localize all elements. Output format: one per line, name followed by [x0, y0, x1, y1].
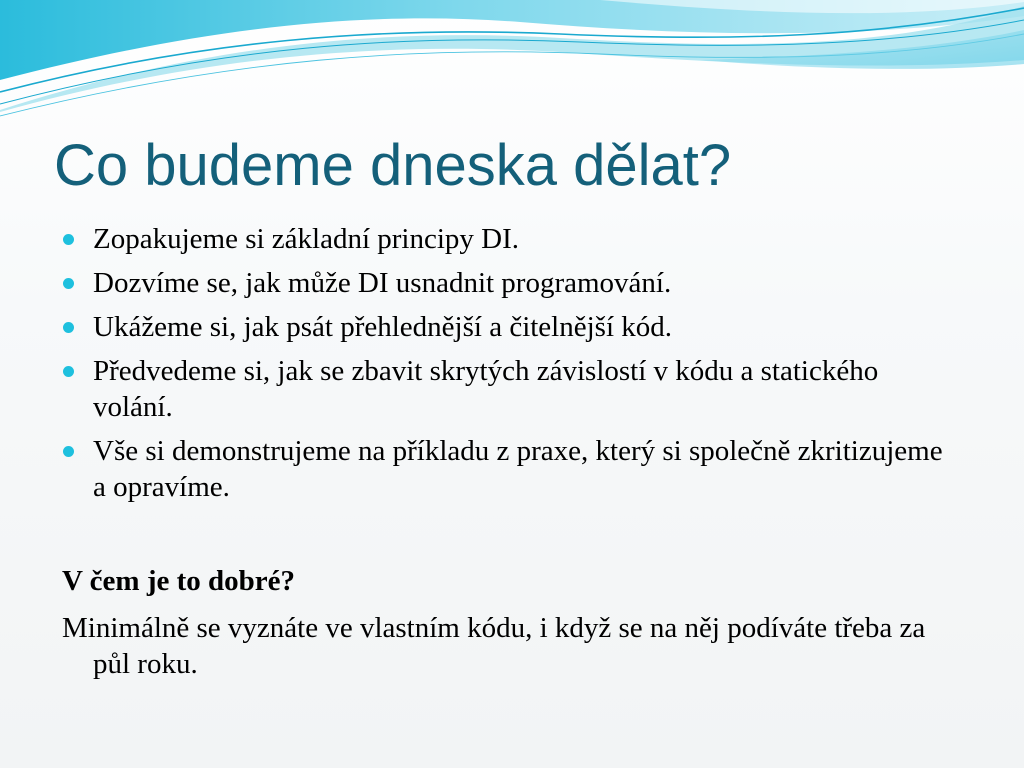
bullet-text: Vše si demonstrujeme na příkladu z praxe, který si společně zkritizujeme a opravíme. [93, 435, 943, 503]
bullet-text: Dozvíme se, jak může DI usnadnit programování. [93, 267, 672, 299]
bullet-item [62, 221, 962, 257]
note-heading: V čem je to dobré? [62, 565, 296, 597]
bullet-item [62, 353, 962, 425]
bullet-text: Předvedeme si, jak se zbavit skrytých závislostí v kódu a statického volání. [93, 355, 879, 423]
bullet-item [62, 265, 962, 301]
bullet-icon [63, 366, 74, 377]
bullet-icon [63, 446, 74, 457]
wave-banner [0, 0, 1024, 130]
bullet-icon [63, 234, 74, 245]
note-body: Minimálně se vyznáte ve vlastním kódu, i když se na něj podíváte třeba za půl roku. [62, 612, 926, 680]
bullet-list [62, 221, 962, 513]
bullet-item [62, 309, 962, 345]
bullet-icon [63, 278, 74, 289]
bullet-icon [63, 322, 74, 333]
bullet-text: Zopakujeme si základní principy DI. [93, 223, 520, 255]
bullet-text: Ukážeme si, jak psát přehlednější a čitelnější kód. [93, 311, 673, 343]
bullet-item [62, 433, 962, 505]
slide-title: Co budeme dneska dělat? [54, 133, 732, 198]
